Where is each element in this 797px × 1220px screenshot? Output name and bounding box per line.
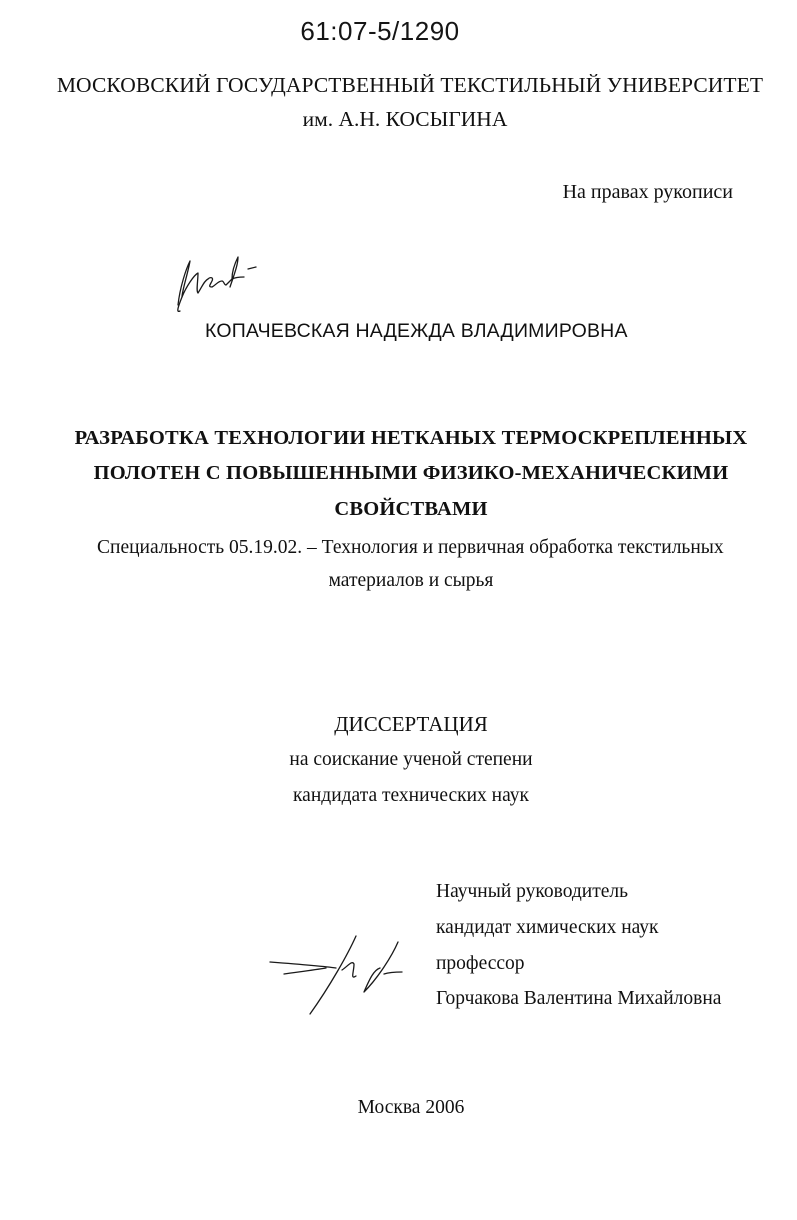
city-year: Москва 2006 [357,1097,465,1118]
author-name: КОПАЧЕВСКАЯ НАДЕЖДА ВЛАДИМИРОВНА [205,320,628,342]
university-named-after: им. А.Н. КОСЫГИНА [302,107,508,131]
specialty-line-1: Специальность 05.19.02. – Технология и первичная обработка текстильных [97,537,724,558]
supervisor-degree: кандидат химических наук [436,917,659,938]
archive-stamp-code: 61:07-5/1290 [300,16,460,46]
manuscript-rights-note: На правах рукописи [562,181,733,203]
supervisor-name: Горчакова Валентина Михайловна [436,988,722,1009]
degree-line-1: на соискание ученой степени [289,749,533,770]
specialty-line-2: материалов и сырья [328,570,494,591]
supervisor-title: профессор [436,953,525,974]
supervisor-signature [266,930,416,1020]
dissertation-title-line-2: ПОЛОТЕН С ПОВЫШЕННЫМИ ФИЗИКО-МЕХАНИЧЕСКИМИ [93,462,729,484]
university-heading: МОСКОВСКИЙ ГОСУДАРСТВЕННЫЙ ТЕКСТИЛЬНЫЙ УНИВЕРСИТЕТ [56,73,764,97]
degree-line-2: кандидата технических наук [293,785,529,806]
dissertation-label: ДИССЕРТАЦИЯ [334,712,488,736]
dissertation-title-line-3: СВОЙСТВАМИ [334,498,488,520]
author-signature [168,247,258,317]
supervisor-role: Научный руководитель [436,881,629,902]
dissertation-title-line-1: РАЗРАБОТКА ТЕХНОЛОГИИ НЕТКАНЫХ ТЕРМОСКРЕПЛЕННЫХ [74,427,748,449]
